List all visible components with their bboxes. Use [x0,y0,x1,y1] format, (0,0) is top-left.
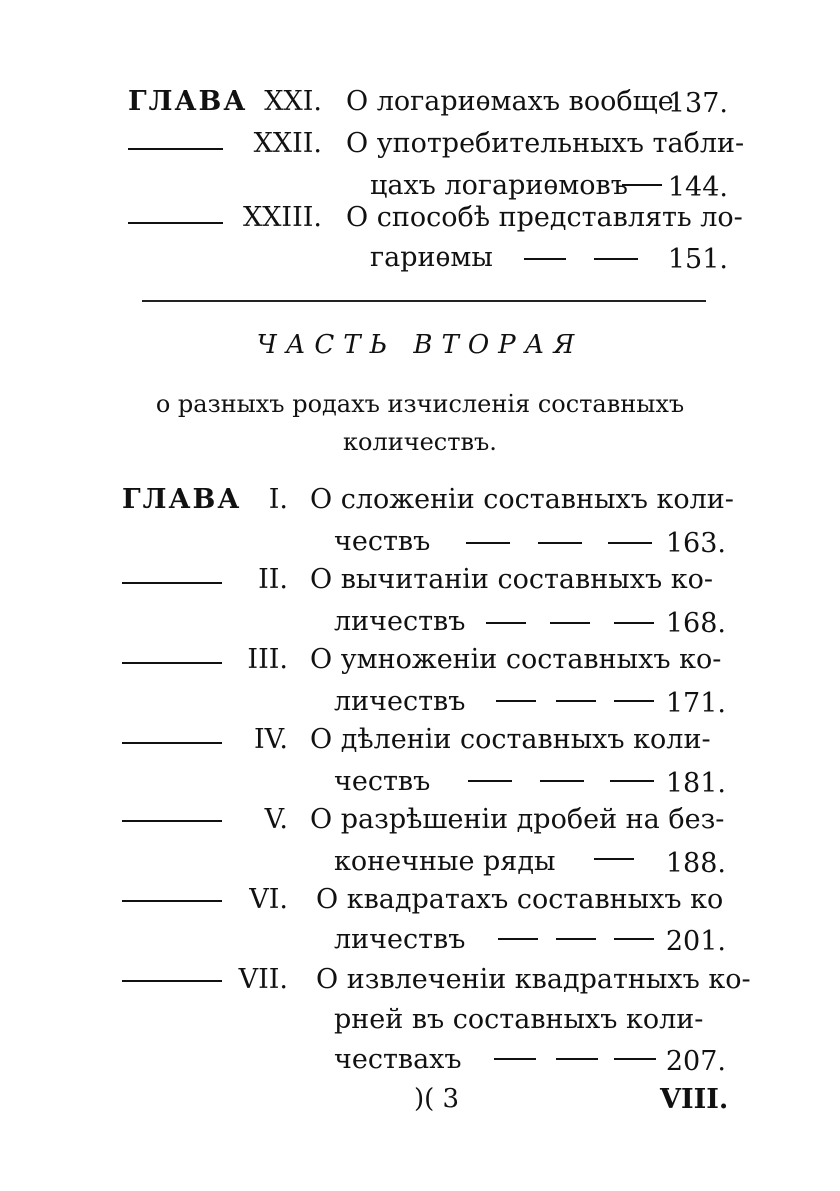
chapter-numeral: VII. [238,964,288,995]
catchword: VIII. [660,1084,729,1115]
chapter-title-continued: чествъ [334,766,431,797]
page-number: 188. [665,848,726,879]
page-number: 168. [665,608,726,639]
chapter-numeral: V. [264,804,288,835]
page-number: 151. [667,244,728,275]
page-number: 137. [667,88,728,119]
chapter-numeral: I. [268,484,288,515]
leader-dash [556,938,596,940]
chapter-label: ГЛАВА [128,86,248,117]
chapter-title-continued: личествъ [334,924,466,955]
chapter-title: О употребительныхъ табли- [346,128,745,159]
chapter-numeral: IV. [253,724,288,755]
leader-dash [498,938,538,940]
leader-dash [594,258,638,260]
signature-mark: )( 3 [414,1084,460,1114]
chapter-numeral: XXII. [253,128,322,159]
chapter-title: О сложеніи составныхъ коли- [310,484,734,515]
leader-dash [556,1058,598,1060]
leader-dash [550,622,590,624]
chapter-title-continued: личествъ [334,606,466,637]
page-number: 171. [665,688,726,719]
leader-dash [494,1058,536,1060]
chapter-numeral: II. [258,564,288,595]
section-rule [142,300,706,302]
chapter-title: О дѣленіи составныхъ коли- [310,724,711,755]
chapter-title: О квадратахъ составныхъ ко [316,884,724,915]
chapter-title-continued: конечные ряды [334,846,556,877]
chapter-title: О извлеченіи квадратныхъ ко- [316,964,751,995]
chapter-numeral: XXI. [264,86,322,117]
page-number: 201. [665,926,726,957]
chapter-title-continued: чествахъ [334,1044,462,1075]
page-number: 144. [667,172,728,203]
chapter-label: ГЛАВА [122,484,242,515]
chapter-title: О логариѳмахъ вообще [346,86,674,117]
leader-dash [486,622,526,624]
chapter-numeral: XXIII. [242,202,322,233]
leader-dash [540,780,584,782]
leader-dash [538,542,582,544]
leader-dash [556,700,596,702]
page-number: 163. [665,528,726,559]
leader-dash [524,258,566,260]
leader-dash [468,780,512,782]
chapter-title: О умноженіи составныхъ ко- [310,644,722,675]
part-subtitle: о разныхъ родахъ изчисленія составныхъ [155,390,685,418]
part-heading: ЧАСТЬ ВТОРАЯ [256,330,584,360]
part-subtitle-continued: количествъ. [343,428,497,456]
chapter-title-continued: чествъ [334,526,431,557]
leader-dash [594,858,634,860]
leader-dash [466,542,510,544]
ditto-dash [128,222,223,224]
chapter-title: О способѣ представлять ло- [346,202,743,233]
chapter-title-continued: гариѳмы [370,242,493,273]
chapter-title-continued: рней въ составныхъ коли- [334,1004,704,1035]
page-number: 207. [665,1046,726,1077]
ditto-dash [128,148,223,150]
chapter-numeral: III. [247,644,288,675]
chapter-title-continued: личествъ [334,686,466,717]
page-number: 181. [665,768,726,799]
chapter-title: О разрѣшеніи дробей на без- [310,804,725,835]
chapter-title-continued: цахъ логариѳмовъ [370,170,628,201]
chapter-title: О вычитаніи составныхъ ко- [310,564,713,595]
chapter-numeral: VI. [249,884,288,915]
leader-dash [496,700,536,702]
